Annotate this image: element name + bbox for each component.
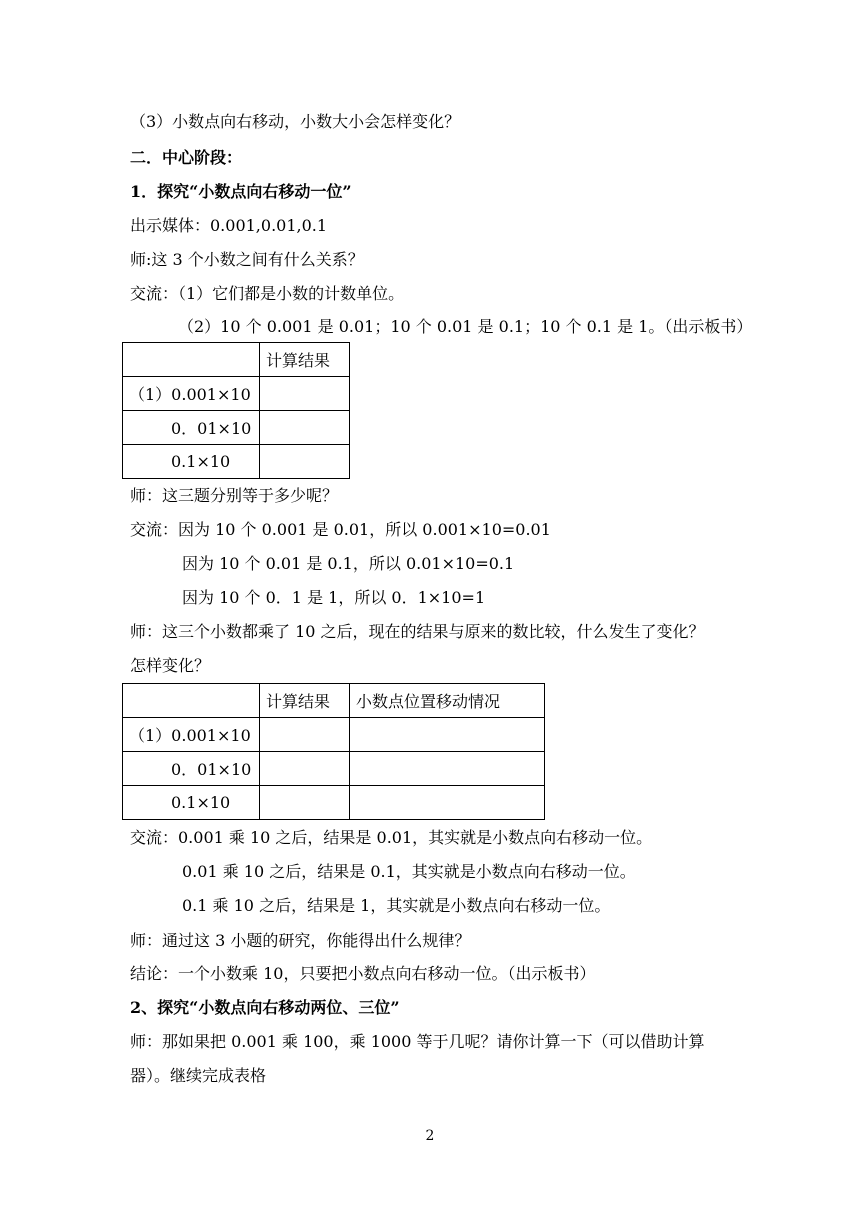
conclusion-line: 结论：一个小数乘 10，只要把小数点向右移动一位。（出示板书） xyxy=(130,964,596,983)
table-row xyxy=(123,786,545,820)
table-cell: 0．01×10 xyxy=(123,411,260,445)
table-cell xyxy=(350,752,545,786)
exchange-line-3a: 交流：0.001 乘 10 之后，结果是 0.01，其实就是小数点向右移动一位。 xyxy=(130,828,653,847)
table-cell xyxy=(260,752,350,786)
exchange-line-1: 交流：（1）它们都是小数的计数单位。 xyxy=(130,284,405,303)
subheading-2: 2、探究“小数点向右移动两位、三位” xyxy=(130,998,400,1017)
table-cell xyxy=(260,377,350,411)
table-cell xyxy=(350,718,545,752)
media-line: 出示媒体：0.001,0.01,0.1 xyxy=(130,216,328,235)
table-cell: （1）0.001×10 xyxy=(123,377,260,411)
table-cell xyxy=(123,343,260,377)
table-cell xyxy=(123,684,260,718)
table-row xyxy=(123,377,350,411)
section-heading-2: 二．中心阶段： xyxy=(130,148,243,167)
teacher-line-3b: 怎样变化？ xyxy=(130,656,211,675)
exchange-line-3c: 0.1 乘 10 之后，结果是 1，其实就是小数点向右移动一位。 xyxy=(182,896,611,915)
teacher-line-4: 师：通过这 3 小题的研究，你能得出什么规律？ xyxy=(130,931,471,950)
table-cell xyxy=(260,786,350,820)
table-header-cell: 计算结果 xyxy=(260,343,350,377)
table-cell: 0.1×10 xyxy=(123,786,260,820)
exchange-line-3b: 0.01 乘 10 之后，结果是 0.1，其实就是小数点向右移动一位。 xyxy=(182,862,636,881)
table-cell xyxy=(260,445,350,479)
table-row xyxy=(123,445,350,479)
teacher-line-5b: 器）。继续完成表格 xyxy=(130,1066,267,1085)
table-row xyxy=(123,684,545,718)
subheading-1: 1．探究“小数点向右移动一位” xyxy=(130,182,352,201)
table-row xyxy=(123,752,545,786)
table-header-cell: 小数点位置移动情况 xyxy=(350,684,545,718)
teacher-line-5a: 师：那如果把 0.001 乘 100，乘 1000 等于几呢？请你计算一下（可以借助计算 xyxy=(130,1032,705,1051)
exchange-line-1b: （2）10 个 0.001 是 0.01；10 个 0.01 是 0.1；10 个 0.1 是 1。（出示板书） xyxy=(178,317,753,336)
exchange-line-2b: 因为 10 个 0.01 是 0.1，所以 0.01×10=0.1 xyxy=(182,554,515,573)
teacher-line-3a: 师：这三个小数都乘了 10 之后，现在的结果与原来的数比较，什么发生了变化？ xyxy=(130,622,705,641)
exchange-line-2c: 因为 10 个 0．1 是 1，所以 0．1×10=1 xyxy=(182,588,486,607)
table-cell xyxy=(350,786,545,820)
table-header-cell: 计算结果 xyxy=(260,684,350,718)
teacher-line-1: 师:这 3 个小数之间有什么关系？ xyxy=(130,250,364,269)
table-2 xyxy=(122,683,545,820)
table-row xyxy=(123,411,350,445)
question-3: （3）小数点向右移动，小数大小会怎样变化？ xyxy=(130,112,461,131)
table-row xyxy=(123,343,350,377)
table-cell xyxy=(260,718,350,752)
table-1 xyxy=(122,342,350,479)
table-cell: 0.1×10 xyxy=(123,445,260,479)
table-row xyxy=(123,718,545,752)
page-number: 2 xyxy=(425,1128,435,1144)
table-cell: （1）0.001×10 xyxy=(123,718,260,752)
table-cell: 0．01×10 xyxy=(123,752,260,786)
exchange-line-2a: 交流：因为 10 个 0.001 是 0.01，所以 0.001×10=0.01 xyxy=(130,520,551,539)
table-cell xyxy=(260,411,350,445)
teacher-line-2: 师：这三题分别等于多少呢？ xyxy=(130,486,339,505)
